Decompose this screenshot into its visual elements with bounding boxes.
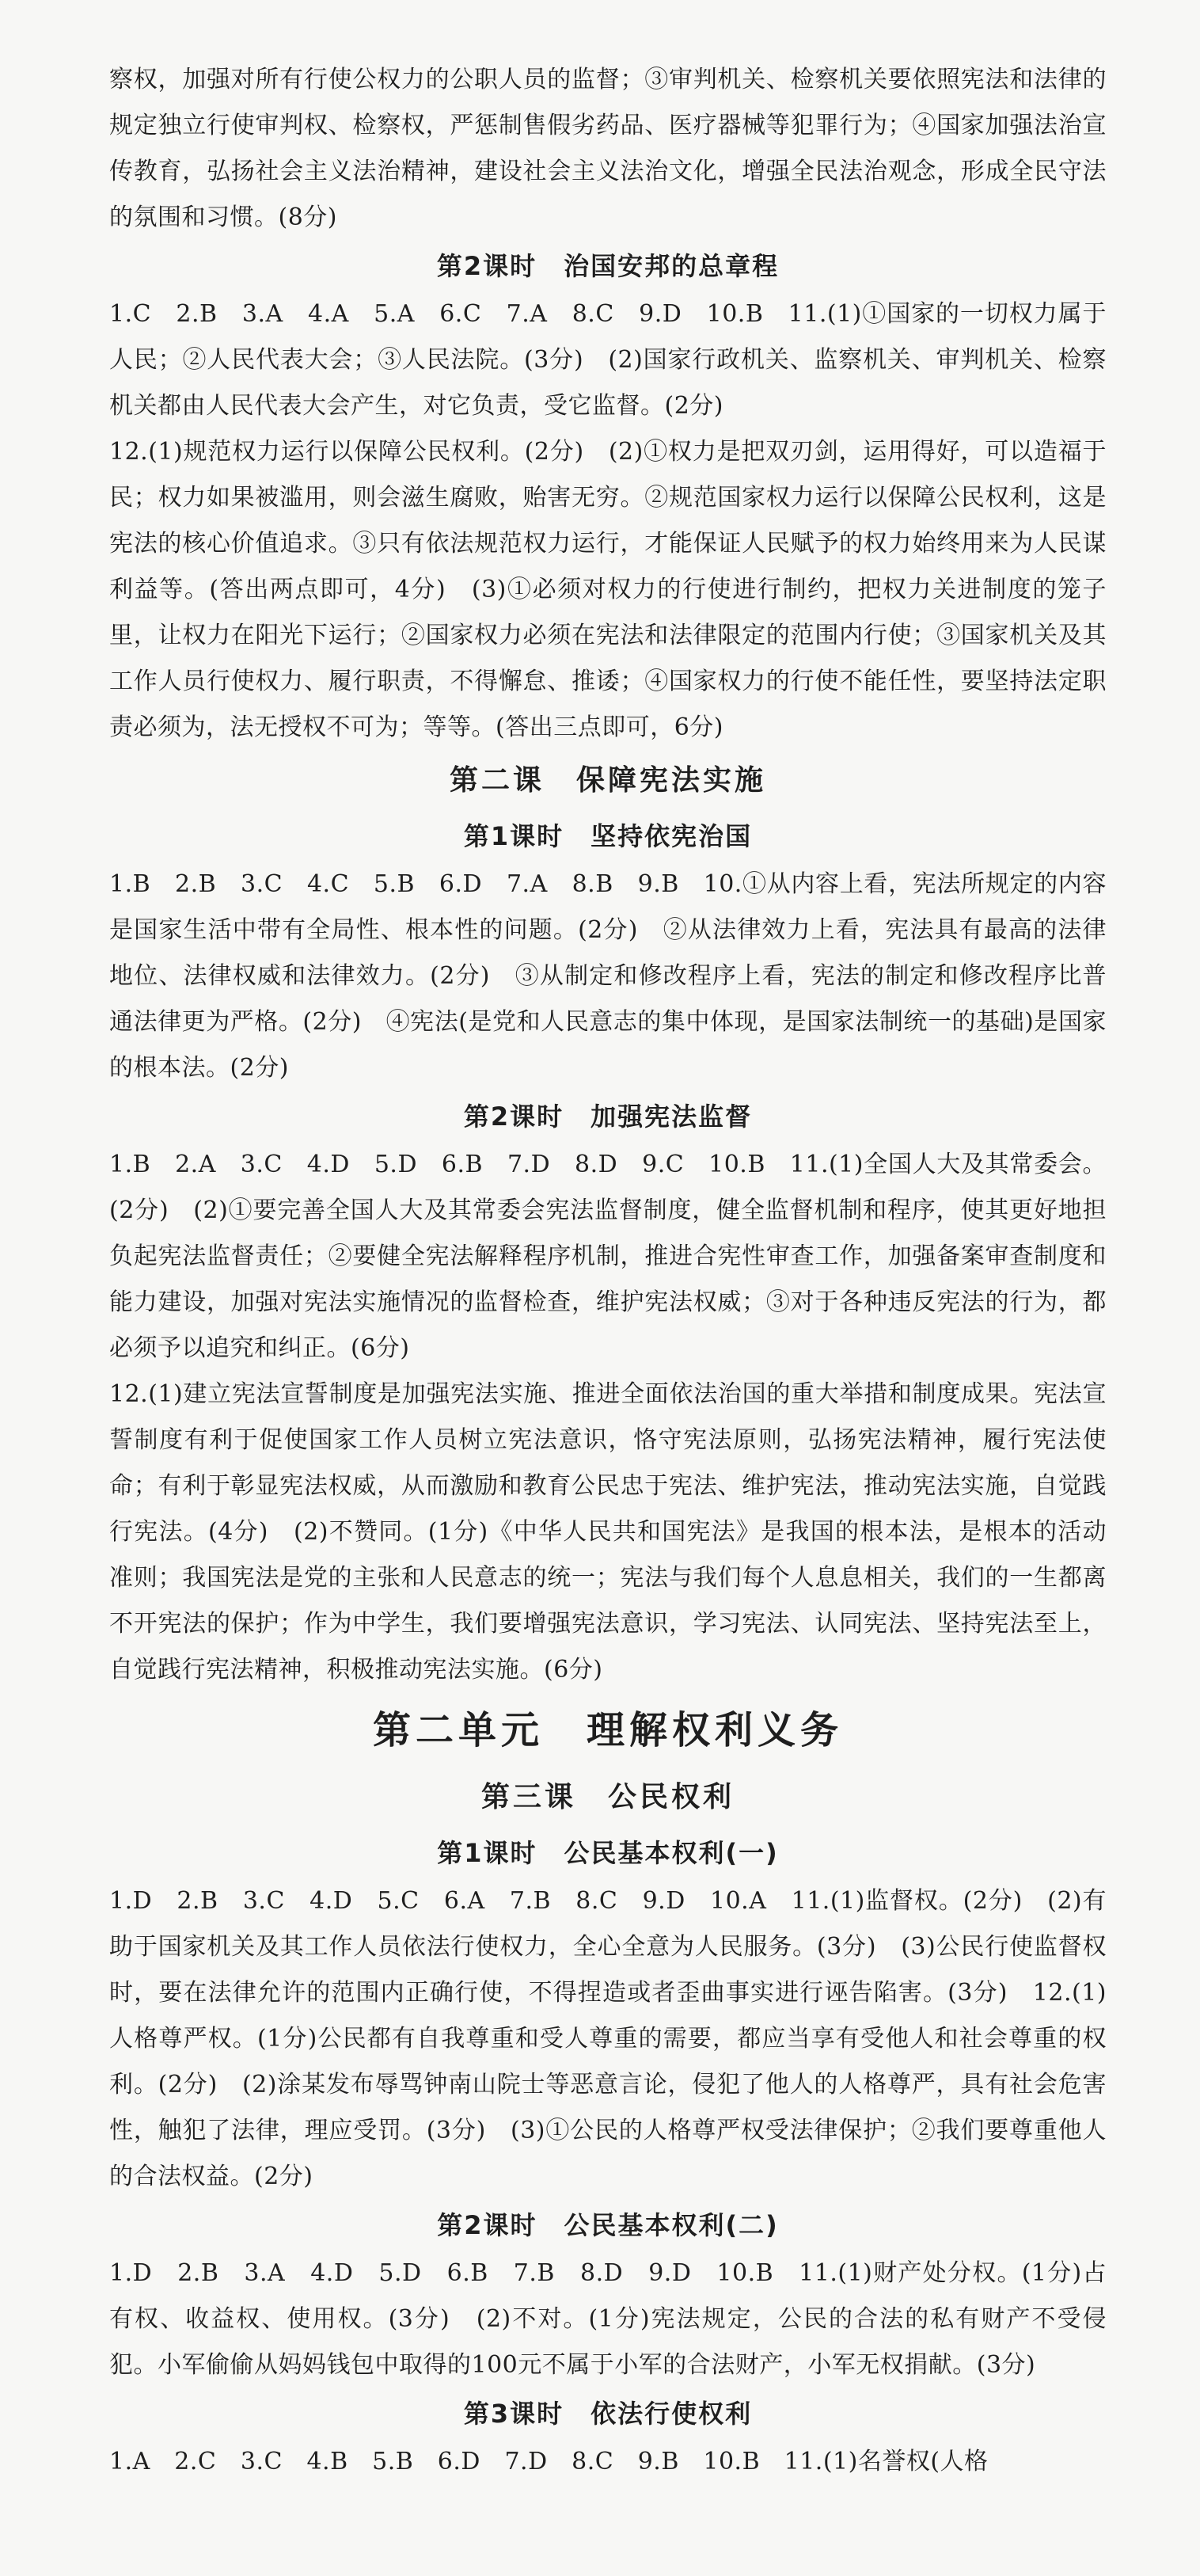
period-heading-supervision: 第2课时 加强宪法监督: [463, 1102, 753, 1132]
period-heading-governance: 第2课时 治国安邦的总章程: [436, 251, 780, 281]
continued-answer-paragraph: 察权，加强对所有行使公权力的公职人员的监督；③审判机关、检察机关要依照宪法和法律的规定独立行使审判权、检察权，严惩制售假劣药品、医疗器械等犯罪行为；④国家加强法治宣传教育，弘扬社会主义法治精神，建设社会主义法治文化，增强全民法治观念，形成全民守法的氛围和习惯。(8分): [109, 66, 1107, 231]
answers-basic-rights-1: 1.D 2.B 3.C 4.D 5.C 6.A 7.B 8.C 9.D 10.A 11.(1)监督权。(2分) (2)有助于国家机关及其工作人员依法行使权力，全心全意为人民服务。(3分) (3)公民行使监督权时，要在法律允许的范围内正确行使，不得捏造或者歪曲事实进行诬告陷害。(3分) 12.(1)人格尊严权。(1分)公民都有自我尊重和受人尊重的需要，都应当享有受他人和社会尊重的权利。(2分) (2)涂某发布辱骂钟南山院士等恶意言论，侵犯了他人的人格尊严，具有社会危害性，触犯了法律，理应受罚。(3分) (3)①公民的人格尊严权受法律保护；②我们要尊重他人的合法权益。(2分): [109, 1887, 1107, 2190]
answers-q12: 12.(1)规范权力运行以保障公民权利。(2分) (2)①权力是把双刃剑，运用得好，可以造福于民；权力如果被滥用，则会滋生腐败，贻害无穷。②规范国家权力运行以保障公民权利，这是宪法的核心价值追求。③只有依法规范权力运行，才能保证人民赋予的权力始终用来为人民谋利益等。(答出两点即可，4分) (3)①必须对权力的行使进行制约，把权力关进制度的笼子里，让权力在阳光下运行；②国家权力必须在宪法和法律限定的范围内行使；③国家机关及其工作人员行使权力、履行职责，不得懈怠、推诿；④国家权力的行使不能任性，要坚持法定职责必须为，法无授权不可为；等等。(答出三点即可，6分): [109, 438, 1107, 741]
period-heading-basic-rights-2: 第2课时 公民基本权利(二): [437, 2210, 779, 2240]
answers-lesson2-period1: 1.B 2.B 3.C 4.C 5.B 6.D 7.A 8.B 9.B 10.①从内容上看，宪法所规定的内容是国家生活中带有全局性、根本性的问题。(2分) ②从法律效力上看，宪法具有最高的法律地位、法律权威和法律效力。(2分) ③从制定和修改程序上看，宪法的制定和修改程序比普通法律更为严格。(2分) ④宪法(是党和人民意志的集中体现，是国家法制统一的基础)是国家的根本法。(2分): [109, 870, 1107, 1082]
period-heading-basic-rights-1: 第1课时 公民基本权利(一): [437, 1838, 779, 1868]
period-heading-constitution-rule: 第1课时 坚持依宪治国: [463, 821, 753, 851]
unit-heading-unit2: 第二单元 理解权利义务: [372, 1708, 843, 1752]
answers-exercise-rights: 1.A 2.C 3.C 4.B 5.B 6.D 7.D 8.C 9.B 10.B 11.(1)名誉权(人格: [109, 2448, 989, 2475]
lesson-heading-lesson3: 第三课 公民权利: [480, 1781, 735, 1813]
answers-supervision-q1-11: 1.B 2.A 3.C 4.D 5.D 6.B 7.D 8.D 9.C 10.B 11.(1)全国人大及其常委会。(2分) (2)①要完善全国人大及其常委会宪法监督制度，健全监督机制和程序，使其更好地担负起宪法监督责任；②要健全宪法解释程序机制，推进合宪性审查工作，加强备案审查制度和能力建设，加强对宪法实施情况的监督检查，维护宪法权威；③对于各种违反宪法的行为，都必须予以追究和纠正。(6分): [109, 1151, 1107, 1362]
answers-supervision-q12: 12.(1)建立宪法宣誓制度是加强宪法实施、推进全面依法治国的重大举措和制度成果。宪法宣誓制度有利于促使国家工作人员树立宪法意识，恪守宪法原则，弘扬宪法精神，履行宪法使命；有利于彰显宪法权威，从而激励和教育公民忠于宪法、维护宪法，推动宪法实施，自觉践行宪法。(4分) (2)不赞同。(1分)《中华人民共和国宪法》是我国的根本法，是根本的活动准则；我国宪法是党的主张和人民意志的统一；宪法与我们每个人息息相关，我们的一生都离不开宪法的保护；作为中学生，我们要增强宪法意识，学习宪法、认同宪法、坚持宪法至上，自觉践行宪法精神，积极推动宪法实施。(6分): [109, 1380, 1107, 1684]
period-heading-exercise-rights: 第3课时 依法行使权利: [463, 2399, 753, 2429]
answers-q1-11: 1.C 2.B 3.A 4.A 5.A 6.C 7.A 8.C 9.D 10.B 11.(1)①国家的一切权力属于人民；②人民代表大会；③人民法院。(3分) (2)国家行政机关、监察机关、审判机关、检察机关都由人民代表大会产生，对它负责，受它监督。(2分): [109, 300, 1107, 420]
lesson-heading-lesson2: 第二课 保障宪法实施: [449, 764, 766, 797]
answers-basic-rights-2: 1.D 2.B 3.A 4.D 5.D 6.B 7.B 8.D 9.D 10.B 11.(1)财产处分权。(1分)占有权、收益权、使用权。(3分) (2)不对。(1分)宪法规定，公民的合法的私有财产不受侵犯。小军偷偷从妈妈钱包中取得的100元不属于小军的合法财产，小军无权捐献。(3分): [109, 2259, 1107, 2379]
